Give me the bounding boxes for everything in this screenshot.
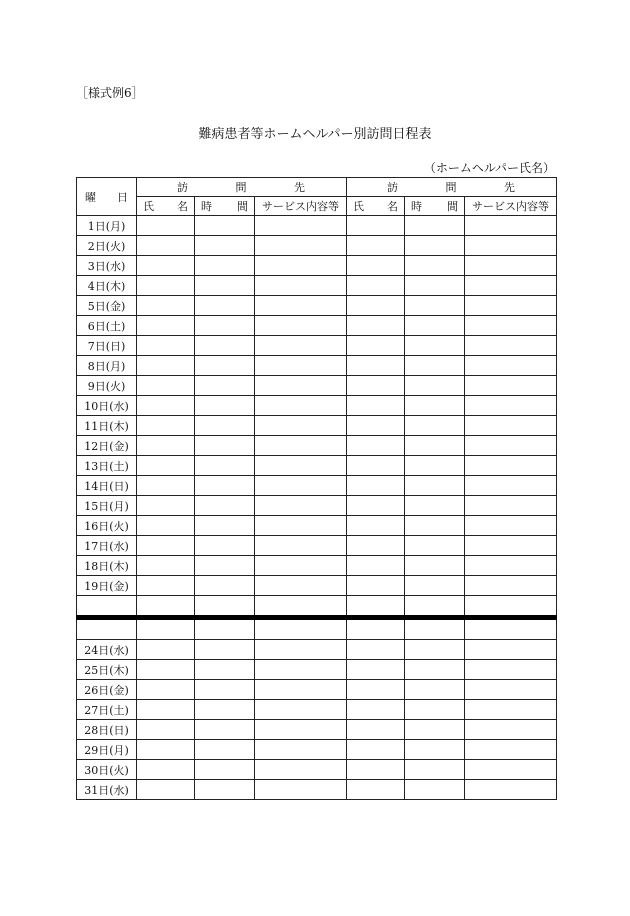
day-cell: 27日(土) [77, 700, 137, 720]
entry-cell[interactable] [347, 336, 405, 356]
entry-cell[interactable] [255, 496, 347, 516]
table-row [77, 660, 557, 680]
entry-cell[interactable] [255, 740, 347, 760]
entry-cell[interactable] [465, 216, 557, 236]
entry-cell[interactable] [137, 296, 195, 316]
time-header-char: 間 [447, 200, 458, 213]
name-header-char: 名 [387, 200, 398, 213]
day-cell: 11日(木) [77, 416, 137, 436]
entry-cell[interactable] [347, 396, 405, 416]
table-row [77, 416, 557, 436]
table-row [77, 720, 557, 740]
entry-cell[interactable] [347, 640, 405, 660]
table-row [77, 576, 557, 596]
day-cell: 7日(日) [77, 336, 137, 356]
entry-cell[interactable] [465, 276, 557, 296]
entry-cell[interactable] [255, 780, 347, 800]
table-row [77, 618, 557, 640]
entry-cell[interactable] [465, 720, 557, 740]
entry-cell[interactable] [137, 396, 195, 416]
visit-header-char: 問 [445, 181, 458, 194]
entry-cell[interactable] [137, 740, 195, 760]
entry-cell[interactable] [255, 640, 347, 660]
day-cell: 31日(水) [77, 780, 137, 800]
entry-cell[interactable] [255, 396, 347, 416]
entry-cell[interactable] [465, 680, 557, 700]
entry-cell[interactable] [137, 236, 195, 256]
time-header-char: 時 [201, 200, 212, 213]
entry-cell[interactable] [405, 416, 465, 436]
visit-header-2 [347, 178, 557, 197]
entry-cell[interactable] [347, 516, 405, 536]
day-cell: 30日(火) [77, 760, 137, 780]
table-row [77, 376, 557, 396]
day-cell: 3日(水) [77, 256, 137, 276]
entry-cell[interactable] [465, 496, 557, 516]
table-row [77, 536, 557, 556]
entry-cell[interactable] [347, 296, 405, 316]
entry-cell[interactable] [137, 618, 195, 640]
entry-cell[interactable] [137, 640, 195, 660]
entry-cell[interactable] [405, 296, 465, 316]
weekday-header [77, 178, 137, 216]
entry-cell[interactable] [405, 316, 465, 336]
entry-cell[interactable] [465, 416, 557, 436]
entry-cell[interactable] [405, 536, 465, 556]
entry-cell[interactable] [255, 660, 347, 680]
entry-cell[interactable] [465, 356, 557, 376]
entry-cell[interactable] [255, 256, 347, 276]
day-cell: 9日(火) [77, 376, 137, 396]
table-row [77, 456, 557, 476]
entry-cell[interactable] [137, 516, 195, 536]
table-row [77, 596, 557, 618]
table-row [77, 276, 557, 296]
entry-cell[interactable] [405, 496, 465, 516]
entry-cell[interactable] [405, 276, 465, 296]
entry-cell[interactable] [195, 700, 255, 720]
entry-cell[interactable] [465, 618, 557, 640]
day-cell: 6日(土) [77, 316, 137, 336]
entry-cell[interactable] [465, 376, 557, 396]
day-cell: 16日(火) [77, 516, 137, 536]
entry-cell[interactable] [137, 476, 195, 496]
table-row [77, 640, 557, 660]
entry-cell[interactable] [465, 760, 557, 780]
table-row [77, 256, 557, 276]
entry-cell[interactable] [137, 760, 195, 780]
entry-cell[interactable] [405, 596, 465, 618]
entry-cell[interactable] [405, 376, 465, 396]
entry-cell[interactable] [195, 396, 255, 416]
day-cell: 5日(金) [77, 296, 137, 316]
weekday-header-char1: 曜 [85, 190, 96, 204]
entry-cell[interactable] [137, 556, 195, 576]
day-cell: 14日(日) [77, 476, 137, 496]
time-header-char: 間 [237, 200, 248, 213]
entry-cell[interactable] [255, 680, 347, 700]
entry-cell[interactable] [405, 556, 465, 576]
day-cell: 17日(水) [77, 536, 137, 556]
entry-cell[interactable] [137, 596, 195, 618]
entry-cell[interactable] [137, 700, 195, 720]
entry-cell[interactable] [465, 576, 557, 596]
helper-name-label: （ホームヘルパー氏名） [423, 161, 555, 175]
entry-cell[interactable] [347, 740, 405, 760]
entry-cell[interactable] [195, 760, 255, 780]
entry-cell[interactable] [137, 336, 195, 356]
table-row [77, 356, 557, 376]
entry-cell[interactable] [465, 536, 557, 556]
entry-cell[interactable] [255, 236, 347, 256]
entry-cell[interactable] [195, 236, 255, 256]
entry-cell[interactable] [465, 476, 557, 496]
entry-cell[interactable] [255, 436, 347, 456]
entry-cell[interactable] [405, 216, 465, 236]
entry-cell[interactable] [195, 720, 255, 740]
entry-cell[interactable] [195, 376, 255, 396]
entry-cell[interactable] [137, 256, 195, 276]
table-row [77, 780, 557, 800]
entry-cell[interactable] [465, 456, 557, 476]
entry-cell[interactable] [347, 376, 405, 396]
time-header-char: 時 [411, 200, 422, 213]
entry-cell[interactable] [347, 416, 405, 436]
entry-cell[interactable] [137, 356, 195, 376]
visit-header-char: 問 [235, 181, 248, 194]
day-cell: 26日(金) [77, 680, 137, 700]
entry-cell[interactable] [137, 680, 195, 700]
entry-cell[interactable] [405, 760, 465, 780]
entry-cell[interactable] [195, 740, 255, 760]
time-column-header [195, 197, 255, 216]
entry-cell[interactable] [405, 476, 465, 496]
entry-cell[interactable] [405, 336, 465, 356]
day-cell: 8日(月) [77, 356, 137, 376]
entry-cell[interactable] [347, 760, 405, 780]
entry-cell[interactable] [195, 256, 255, 276]
entry-cell[interactable] [465, 336, 557, 356]
entry-cell[interactable] [405, 720, 465, 740]
entry-cell[interactable] [347, 536, 405, 556]
table-row [77, 436, 557, 456]
entry-cell[interactable] [137, 780, 195, 800]
entry-cell[interactable] [137, 536, 195, 556]
entry-cell[interactable] [255, 416, 347, 436]
entry-cell[interactable] [405, 396, 465, 416]
day-cell: 10日(水) [77, 396, 137, 416]
entry-cell[interactable] [195, 576, 255, 596]
entry-cell[interactable] [255, 276, 347, 296]
entry-cell[interactable] [255, 700, 347, 720]
entry-cell[interactable] [405, 740, 465, 760]
name-header-char: 名 [177, 200, 188, 213]
day-cell: 29日(月) [77, 740, 137, 760]
entry-cell[interactable] [405, 516, 465, 536]
entry-cell[interactable] [405, 456, 465, 476]
entry-cell[interactable] [347, 720, 405, 740]
visit-header-char: 訪 [387, 181, 399, 194]
entry-cell[interactable] [195, 216, 255, 236]
table-row [77, 336, 557, 356]
entry-cell[interactable] [195, 436, 255, 456]
table-row [77, 216, 557, 236]
entry-cell[interactable] [137, 660, 195, 680]
entry-cell[interactable] [255, 216, 347, 236]
entry-cell[interactable] [195, 336, 255, 356]
entry-cell[interactable] [195, 596, 255, 618]
table-row [77, 700, 557, 720]
entry-cell[interactable] [195, 456, 255, 476]
entry-cell[interactable] [255, 760, 347, 780]
visit-header-char: 先 [294, 181, 306, 194]
schedule-table [76, 177, 557, 800]
day-cell [77, 618, 137, 640]
entry-cell[interactable] [465, 296, 557, 316]
table-row [77, 516, 557, 536]
table-row [77, 740, 557, 760]
entry-cell[interactable] [195, 316, 255, 336]
entry-cell[interactable] [347, 576, 405, 596]
entry-cell[interactable] [137, 316, 195, 336]
entry-cell[interactable] [255, 316, 347, 336]
day-cell: 12日(金) [77, 436, 137, 456]
day-cell: 2日(火) [77, 236, 137, 256]
entry-cell[interactable] [255, 556, 347, 576]
entry-cell[interactable] [137, 456, 195, 476]
visit-header-char: 先 [504, 181, 516, 194]
entry-cell[interactable] [195, 536, 255, 556]
day-cell: 28日(日) [77, 720, 137, 740]
entry-cell[interactable] [347, 476, 405, 496]
day-cell: 1日(月) [77, 216, 137, 236]
entry-cell[interactable] [347, 276, 405, 296]
entry-cell[interactable] [195, 356, 255, 376]
service-column-header: サービス内容等 [465, 197, 557, 216]
entry-cell[interactable] [137, 496, 195, 516]
table-row [77, 236, 557, 256]
entry-cell[interactable] [465, 640, 557, 660]
entry-cell[interactable] [195, 780, 255, 800]
entry-cell[interactable] [465, 780, 557, 800]
entry-cell[interactable] [137, 720, 195, 740]
entry-cell[interactable] [405, 576, 465, 596]
entry-cell[interactable] [405, 356, 465, 376]
day-cell: 25日(木) [77, 660, 137, 680]
entry-cell[interactable] [465, 740, 557, 760]
visit-header-1 [137, 178, 347, 197]
entry-cell[interactable] [195, 640, 255, 660]
entry-cell[interactable] [255, 336, 347, 356]
entry-cell[interactable] [465, 700, 557, 720]
entry-cell[interactable] [465, 660, 557, 680]
day-cell [77, 596, 137, 618]
table-row [77, 296, 557, 316]
table-row [77, 496, 557, 516]
entry-cell[interactable] [195, 618, 255, 640]
entry-cell[interactable] [137, 416, 195, 436]
entry-cell[interactable] [465, 396, 557, 416]
entry-cell[interactable] [137, 276, 195, 296]
table-row [77, 316, 557, 336]
name-header-char: 氏 [353, 200, 364, 213]
entry-cell[interactable] [405, 700, 465, 720]
entry-cell[interactable] [405, 236, 465, 256]
entry-cell[interactable] [347, 556, 405, 576]
day-cell: 24日(水) [77, 640, 137, 660]
entry-cell[interactable] [137, 216, 195, 236]
entry-cell[interactable] [195, 680, 255, 700]
entry-cell[interactable] [347, 496, 405, 516]
entry-cell[interactable] [405, 660, 465, 680]
entry-cell[interactable] [405, 680, 465, 700]
page-title: 難病患者等ホームヘルパー別訪問日程表 [198, 127, 432, 142]
entry-cell[interactable] [465, 436, 557, 456]
time-column-header [405, 197, 465, 216]
entry-cell[interactable] [405, 256, 465, 276]
entry-cell[interactable] [405, 640, 465, 660]
entry-cell[interactable] [347, 456, 405, 476]
weekday-header-char2: 日 [117, 190, 128, 204]
table-row [77, 556, 557, 576]
entry-cell[interactable] [137, 376, 195, 396]
table-row [77, 760, 557, 780]
entry-cell[interactable] [347, 436, 405, 456]
entry-cell[interactable] [255, 516, 347, 536]
form-number-label: ［様式例6］ [76, 86, 144, 100]
table-row [77, 476, 557, 496]
day-cell: 19日(金) [77, 576, 137, 596]
entry-cell[interactable] [195, 476, 255, 496]
entry-cell[interactable] [137, 576, 195, 596]
entry-cell[interactable] [255, 720, 347, 740]
table-row [77, 680, 557, 700]
entry-cell[interactable] [195, 516, 255, 536]
entry-cell[interactable] [405, 780, 465, 800]
entry-cell[interactable] [347, 618, 405, 640]
entry-cell[interactable] [347, 596, 405, 618]
entry-cell[interactable] [347, 216, 405, 236]
entry-cell[interactable] [255, 596, 347, 618]
entry-cell[interactable] [347, 780, 405, 800]
entry-cell[interactable] [347, 680, 405, 700]
entry-cell[interactable] [465, 516, 557, 536]
name-column-header [137, 197, 195, 216]
day-cell: 4日(木) [77, 276, 137, 296]
entry-cell[interactable] [255, 618, 347, 640]
entry-cell[interactable] [465, 556, 557, 576]
day-cell: 13日(土) [77, 456, 137, 476]
service-column-header: サービス内容等 [255, 197, 347, 216]
entry-cell[interactable] [405, 436, 465, 456]
entry-cell[interactable] [465, 256, 557, 276]
entry-cell[interactable] [195, 276, 255, 296]
entry-cell[interactable] [195, 556, 255, 576]
entry-cell[interactable] [255, 356, 347, 376]
entry-cell[interactable] [347, 316, 405, 336]
entry-cell[interactable] [255, 576, 347, 596]
entry-cell[interactable] [465, 596, 557, 618]
day-cell: 15日(月) [77, 496, 137, 516]
entry-cell[interactable] [255, 296, 347, 316]
entry-cell[interactable] [347, 700, 405, 720]
entry-cell[interactable] [465, 316, 557, 336]
day-cell: 18日(木) [77, 556, 137, 576]
entry-cell[interactable] [195, 496, 255, 516]
name-column-header [347, 197, 405, 216]
entry-cell[interactable] [195, 416, 255, 436]
entry-cell[interactable] [255, 376, 347, 396]
entry-cell[interactable] [195, 660, 255, 680]
name-header-char: 氏 [143, 200, 154, 213]
entry-cell[interactable] [405, 618, 465, 640]
entry-cell[interactable] [255, 536, 347, 556]
entry-cell[interactable] [137, 436, 195, 456]
table-row [77, 396, 557, 416]
entry-cell[interactable] [255, 476, 347, 496]
entry-cell[interactable] [195, 296, 255, 316]
entry-cell[interactable] [255, 456, 347, 476]
entry-cell[interactable] [347, 356, 405, 376]
entry-cell[interactable] [465, 236, 557, 256]
entry-cell[interactable] [347, 236, 405, 256]
entry-cell[interactable] [347, 256, 405, 276]
visit-header-char: 訪 [177, 181, 189, 194]
entry-cell[interactable] [347, 660, 405, 680]
